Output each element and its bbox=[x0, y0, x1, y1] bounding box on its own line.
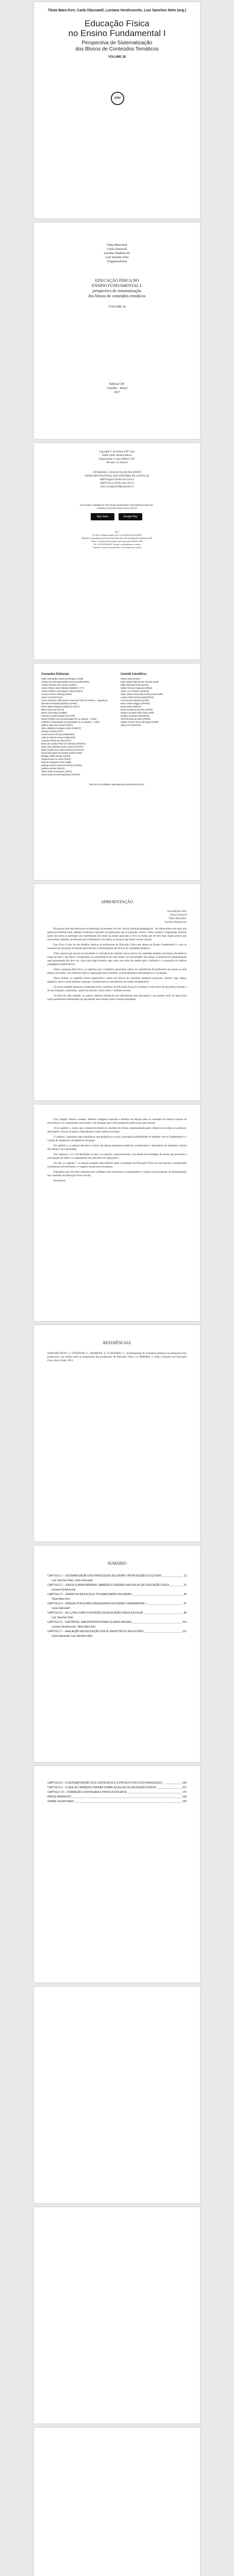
copyright-line: Diagramação e Capa: Editora CRV bbox=[98, 458, 136, 461]
scientific-committee-title: Comitê Científico: bbox=[121, 673, 147, 676]
toc-page-number: 85 bbox=[183, 1612, 187, 1615]
address-line: Proibida a reprodução parcial ou total desta obra sem autorização da Editora CRV bbox=[81, 537, 153, 539]
toc-entry[interactable] bbox=[47, 1588, 187, 1592]
council-member: Fábio Machado Pinto (UFSC) bbox=[121, 684, 149, 686]
title-page bbox=[34, 223, 200, 439]
toc-page-number: 139 bbox=[182, 1782, 187, 1785]
app-store-label: App Store bbox=[96, 515, 109, 518]
toc-entry[interactable] bbox=[47, 1593, 187, 1597]
paragraph: Esperamos que esta obra contribua para o diálogo entre professores e pesquisadores e inspire novas propostas de sistematização dos conteúdos da Educação Física escolar. bbox=[47, 1171, 187, 1177]
toc-entry-label: Luciana Vendruscolo, Tânia Mara Kerr bbox=[52, 1625, 96, 1629]
toc-page-number: 121 bbox=[182, 1630, 187, 1633]
cip-subtitle: SINDICATO NACIONAL DOS EDITORES DE LIVROS, RJ bbox=[85, 475, 149, 478]
address-line: Todos os direitos desta edição reservados pela: Editora CRV bbox=[91, 540, 143, 543]
toc-page-number: 13 bbox=[183, 1574, 187, 1578]
author-name: Tânia Mara Kerr bbox=[106, 244, 128, 247]
publisher-logo-text: CRV bbox=[114, 97, 121, 100]
council-member: Tania Suely Azevedo Brasileiro (UFOPA) bbox=[41, 773, 80, 776]
toc-entry-label: CAPÍTULO 9 – O QUE AS CRIANÇAS PENSAM SOBRE AS AULAS DE EDUCAÇÃO FÍSICA? bbox=[47, 1786, 156, 1789]
presentation-continued-page bbox=[34, 1105, 200, 1321]
council-member: Jorge Luiz Cardoso (UFRGS) bbox=[121, 690, 149, 692]
toc-page-number: 49 bbox=[183, 1593, 187, 1596]
council-member: Andréia da Silva Quintanilha Sousa (UNIR/UFRN) bbox=[41, 681, 89, 683]
cover-subtitle-line2: dos Blocos de Conteúdos Temáticos bbox=[75, 46, 159, 52]
references-page bbox=[34, 1325, 200, 1541]
toc-entry-label: Carla Glasswell, Luiz Sanches Neto bbox=[52, 1635, 93, 1638]
paragraph: O capítulo 3 apresenta uma experiência com ginástica na escola, mostrando possibilidades de trabalho com os fundamentos e a criação de sequências coreográficas em grupo. bbox=[47, 1136, 187, 1142]
toc-entry[interactable] bbox=[47, 1602, 187, 1606]
app-store-button[interactable] bbox=[91, 513, 114, 520]
publisher-logo bbox=[111, 92, 124, 105]
author-name: Carla Glasswell bbox=[170, 914, 187, 917]
council-member: Kátia Cristina Zaccarias Pereira (UNICAMP) bbox=[121, 693, 163, 696]
toc-page-number: 193 bbox=[182, 1795, 187, 1799]
toc-entry-label: CAPÍTULO 3 – GINÁSTICA NA ESCOLA: POSSIBILIDADES DE ENSINO bbox=[47, 1593, 132, 1596]
paragraph: Ao final de cada capítulo, os autores indicam referências que subsidiaram suas discussões e que podem servir de apoio para outros professores interessados em aprofundar seus estudos sobre os temas abordados. bbox=[47, 995, 187, 1001]
title-line: ENSINO FUNDAMENTAL I: bbox=[91, 283, 143, 288]
toc-entry[interactable] bbox=[47, 1786, 187, 1790]
council-member: Mauro Betti (UNESP) bbox=[121, 705, 141, 708]
paragraph: Os textos também destacam a importância de o professor de Educação Física se reconhecer como autor de sua prática docente e de sua formação continuada, a partir da reflexão crítica sobre o cotidiano escolar. bbox=[47, 986, 187, 992]
presentation-heading: APRESENTAÇÃO bbox=[101, 900, 133, 904]
toc-page-number: 103 bbox=[182, 1621, 187, 1624]
cip-title: CIP-BRASIL. CATALOGAÇÃO-NA-FONTE bbox=[93, 471, 141, 474]
toc-entry[interactable] bbox=[47, 1612, 187, 1615]
publication-year: 2017 bbox=[114, 391, 120, 394]
cover-subtitle bbox=[37, 40, 197, 53]
editorial-council bbox=[41, 673, 113, 776]
council-member: Sílvio Ricardo da Silva (UFMG) bbox=[121, 718, 151, 720]
table-of-contents-continued bbox=[47, 1782, 187, 1805]
title-page-title bbox=[34, 278, 200, 299]
toc-page-number: 157 bbox=[182, 1786, 187, 1789]
notice-line: CONHEÇA E BAIXE NOSSO APLICATIVO! bbox=[96, 507, 138, 510]
toc-page-number: 31 bbox=[183, 1584, 187, 1587]
toc-entry-label: CAPÍTULO 2 – JOGOS E BRINCADEIRAS: SABERES E FAZERES NAS AULAS DE EDUCAÇÃO FÍSICA bbox=[47, 1584, 169, 1587]
reference-entry: SANCHES NETO, L.; VENÂNCIO, L.; OKIMURA, T.; CLASSWELL, C. Sistematização de conteúdos temáticos na perspectiva dos professores: um estudo sobre as proposições dos professores de Educação Física. In: PEREIRA, F. (Org.). Pesquisa em Educação Física. Ijuí: Unijuí, 2013. bbox=[47, 1352, 187, 1362]
paragraph: Nos capítulos 5 e 6, são abordadas as lutas e os esportes, respectivamente, com ênfase em estratégias de ensino que priorizam a participação de todos e a compreensão dos princípios de cada prática. bbox=[47, 1154, 187, 1160]
council-page bbox=[34, 664, 200, 880]
toc-entry[interactable] bbox=[47, 1607, 187, 1611]
toc-entry-label: CAPÍTULO 10 – FORMAÇÃO CONTINUADA E PRÁTICA DOCENTE bbox=[47, 1791, 127, 1794]
toc-entry-label: Tânia Mara Kerr bbox=[52, 1598, 71, 1601]
presentation-continued-body bbox=[47, 1118, 187, 1184]
council-member: Maria Lília Imbiriba Sousa Colares (UFOPA) bbox=[41, 745, 84, 748]
copyright-line: Revisão: Os Autores bbox=[106, 462, 128, 464]
council-member: Gloria Fariñas León (Universidade de La Havana – Cuba) bbox=[41, 718, 97, 720]
toc-entry-label: CAPÍTULO 4 – DANÇAS POPULARES BRASILEIRAS NO ENSINO FUNDAMENTAL I bbox=[47, 1602, 147, 1605]
cover-page bbox=[34, 2, 200, 218]
table-of-contents bbox=[47, 1574, 187, 1639]
toc-entry[interactable] bbox=[47, 1782, 187, 1785]
google-play-label: Google Play bbox=[123, 515, 138, 518]
cover-authors: Tânia Mara Kerr, Carla Glasswell, Luciana Vendruscolo, Luiz Sanches Neto (org.) bbox=[47, 9, 187, 12]
isbn-print: ISBN Físico 978-85-444-1915-9 bbox=[100, 482, 134, 485]
council-member: Sérgio Nunes de Jesus (IFRO) bbox=[41, 758, 71, 760]
editorial-council-list bbox=[41, 677, 113, 776]
council-member: Elione Maria Nogueira Diogenes (UFAL) bbox=[41, 705, 80, 708]
council-member: Lídia de Oliveira Xavier (UNIEURO) bbox=[41, 736, 76, 739]
council-footer: Este livro foi avaliado e aprovado por pareceristas ad hoc. bbox=[89, 783, 145, 786]
council-member: Carmen Tereza Velanga (UNIR) bbox=[41, 693, 72, 696]
council-member: Dulce Maria Filgueira de Almeida (UnB) bbox=[121, 681, 159, 683]
paragraph: Sobre a proposta deste livro, os capítulos que o compõem apresentam relatos de experiências de professores que atuam na rede pública de ensino, com reflexões sobre a organização dos conteúdos, os procedimentos metodológicos e a avaliação. bbox=[47, 969, 187, 975]
council-member: Lourdes Helena da Silva (UFV) bbox=[41, 739, 71, 742]
toc-entry[interactable] bbox=[47, 1616, 187, 1620]
author-role: (Organizadores) bbox=[107, 260, 127, 263]
blank-page bbox=[34, 2207, 200, 2424]
council-member: Maurício Moreira da Silva (UFPE) bbox=[121, 708, 153, 711]
council-member: João Adalberto Campato Junior (UNESP) bbox=[41, 727, 81, 730]
council-member: Rodrigo Cavasini (UNISINOS) bbox=[121, 715, 150, 717]
council-member: Maria de Lourdes Pinto de Almeida (UNOESC) bbox=[41, 742, 87, 745]
council-member: Rogério de Melo Grillo (UNICAMP) bbox=[121, 711, 154, 714]
toc-page-number: 67 bbox=[183, 1602, 187, 1605]
digital-notice bbox=[44, 504, 190, 510]
title-page-authors bbox=[34, 243, 200, 264]
council-member: Josania Portela (UFPI) bbox=[41, 730, 63, 733]
council-member: Elizeu Clementino (UNEB) bbox=[41, 711, 67, 714]
toc-leader bbox=[157, 1788, 181, 1789]
legal-address bbox=[44, 531, 190, 549]
council-member: Carlos Federico Dominguez Avila (Unieuro) bbox=[41, 690, 83, 692]
council-member: Jailson Alves dos Santos (UFRJ) bbox=[41, 724, 73, 726]
presentation-body bbox=[47, 927, 187, 1003]
publisher-name: Editora CRV bbox=[109, 383, 125, 386]
toc-entry[interactable] bbox=[47, 1625, 187, 1629]
title-line: dos blocos de conteúdos temáticos bbox=[88, 294, 146, 298]
toc-entry[interactable] bbox=[47, 1584, 187, 1587]
council-member: Maria Cristina dos Santos Bezerra (UFSCar) bbox=[41, 749, 84, 751]
toc-leader bbox=[133, 1595, 182, 1596]
toc-entry[interactable] bbox=[47, 1795, 187, 1799]
rights-year: 2017 bbox=[114, 531, 120, 533]
author-name: Luiz Sanches Neto bbox=[105, 256, 129, 259]
toc-entry-label: CAPÍTULO 1 – SISTEMATIZAÇÃO DOS PROCESSOS DE ENSINO: PROPOSIÇÕES COLETIVAS bbox=[47, 1574, 161, 1578]
copyright-line: Copyright © da Editora CRV Ltda. bbox=[99, 451, 135, 453]
toc-page-number: 195 bbox=[182, 1800, 187, 1803]
council-member: Ulisses Ferraz Torres Menegaz (UFMS) bbox=[121, 721, 159, 723]
toc-entry-label: CAPÍTULO 7 – AVALIAÇÃO EM EDUCAÇÃO FÍSICA: REGISTROS E REFLEXÕES bbox=[47, 1630, 144, 1633]
toc-leader bbox=[75, 1802, 181, 1803]
toc-leader bbox=[147, 1604, 182, 1605]
toc-leader bbox=[145, 1632, 181, 1633]
council-member: Guillermo Arias Beatón (Universidade de La Havana – Cuba) bbox=[41, 721, 100, 723]
cover-title-line1: Educação Física bbox=[85, 19, 149, 28]
council-member: Cleber Dias (UFMG) bbox=[121, 677, 141, 680]
doi: DOI 10.24824/978854441915.9 bbox=[100, 486, 134, 488]
council-member: Antônio Pereira Gaio Júnior (UFRRJ) bbox=[41, 684, 77, 686]
council-member: Celso Conti (UFSCar) bbox=[41, 696, 62, 699]
author-name: Luiz Sanches Neto bbox=[168, 910, 187, 913]
toc-entry-label: Carla Glasswell bbox=[52, 1607, 70, 1610]
scientific-committee-list bbox=[121, 677, 193, 727]
cover-volume: VOLUME 28 bbox=[108, 56, 126, 59]
summary-continued-page bbox=[34, 1766, 200, 1982]
title-line: EDUCAÇÃO FÍSICA NO bbox=[95, 278, 139, 283]
council-member: Marco Paulo Stigger (UFRGS) bbox=[121, 702, 150, 705]
paragraph: Nesse sentido, os capítulos foram organizados a partir dos blocos de conteúdos temáticos propostos: esporte, jogo, dança, ginástica, lutas e outras práticas corporais, considerando as características do ensino fundamental I. bbox=[47, 977, 187, 984]
summary-heading: SUMÁRIO bbox=[107, 1561, 127, 1566]
toc-entry-label: Luiz Sanches Neto bbox=[52, 1616, 73, 1619]
toc-entry[interactable] bbox=[47, 1598, 187, 1601]
toc-entry-label: Luiz Sanches Neto, Carla Glasswell bbox=[52, 1579, 93, 1582]
title-page-volume: VOLUME 28 bbox=[108, 306, 126, 309]
paragraph: Há poucos dias sem descansar na elaboração do presente livro de "provas literárias-pedagógicas". Ao elaborarmos esta obra, que ganha seu formato final, também recebemos sugestões de professores que se juntaram conosco. Nesse sentido, é importante sinalizar quem são todos os partícipes que contribuíram em maior ou menor grau para o livro na forma que ele tem hoje, sejam autores que escreveram capítulos, professores que colaboraram com ideias, ou pessoas que leram versões iniciais. bbox=[47, 928, 187, 941]
toc-entry-label: ÍNDICE REMISSIVO bbox=[47, 1795, 72, 1799]
author-name: Luciana Vendruscolo bbox=[104, 252, 130, 255]
council-member: Paulo Romualdo Hernandes (UNIFAL-MG) bbox=[41, 752, 82, 754]
council-member: Aldira Guimarães Duarte Domínguez (UNB) bbox=[41, 677, 83, 680]
council-member: Élsio José Corá (UFFS) bbox=[41, 708, 64, 711]
council-member: Eduardo Fernandes Barbosa (UFMG) bbox=[41, 702, 78, 705]
council-member: Francisco Carlos Duarte (PUC-PR) bbox=[41, 715, 75, 717]
paragraph: Já no capítulo 2, vemos que o desenvolvimento de conceitos de forma contextualizada pode orientar as escolhas do professor, articulando o ensino de jogos e brincadeiras a outros saberes escolares. bbox=[47, 1127, 187, 1133]
toc-entry-label: CAPÍTULO 6 – ESPORTES: UMA PROPOSTA PARA OS ANOS INICIAIS bbox=[47, 1621, 132, 1624]
blank-page bbox=[34, 1987, 200, 2203]
paragraph: Este livro é fruto de um trabalho coletivo de professores de Educação Física que atuam no Ensino Fundamental I e que se reuniram em um grupo de estudos para discutir a sistematização dos blocos de conteúdos temáticos. bbox=[47, 944, 187, 950]
council-member: Laércio Elias Pereira (UNIVERSO) bbox=[121, 696, 154, 699]
toc-entry-label: CAPÍTULO 5 – AS LUTAS COMO CONTEÚDO DA EDUCAÇÃO FÍSICA ESCOLAR bbox=[47, 1612, 143, 1615]
toc-entry[interactable] bbox=[47, 1621, 187, 1624]
council-member: Zilda Lins (UNIVASF) bbox=[121, 724, 141, 726]
summary-page bbox=[34, 1546, 200, 1762]
council-member: Leonel Severo Rocha (UNISINOS) bbox=[41, 733, 75, 736]
council-member: Sydione Santos (UEPG) bbox=[41, 767, 65, 770]
toc-entry[interactable] bbox=[47, 1800, 187, 1804]
cover-subtitle-line1: Perspectiva de Sistematização bbox=[81, 40, 153, 46]
council-member: Simone Rodrigues Pinto (UNB) bbox=[41, 761, 71, 764]
toc-entry[interactable] bbox=[47, 1574, 187, 1578]
scientific-committee bbox=[121, 673, 193, 727]
toc-entry-label: Luciana Vendruscolo bbox=[52, 1588, 76, 1591]
title-line: perspectiva de sistematização bbox=[92, 289, 142, 293]
toc-entry[interactable] bbox=[47, 1791, 187, 1794]
google-play-button[interactable] bbox=[119, 513, 142, 520]
address-line: Foi feito o depósito legal conf. Lei 10.994 de 14/12/2004 bbox=[92, 534, 142, 536]
paragraph: No capítulo 4, as autoras discutem o ensino das danças populares brasileiras, evidenciando a importância do repertório cultural dos alunos e da comunidade. bbox=[47, 1145, 187, 1151]
toc-entry-label: CAPÍTULO 8 – A SISTEMATIZAÇÃO DOS CONTEÚDOS E O PROJETO POLÍTICO-PEDAGÓGICO bbox=[47, 1782, 163, 1785]
notice-line: ESTA OBRA TAMBÉM SE ENCONTRA DISPONÍVEL EM FORMATO DIGITAL. bbox=[80, 504, 154, 506]
editorial-council-title: Conselho Editorial: bbox=[41, 673, 70, 676]
paragraph: Outro aspecto que merece ser ressaltado é a relevância do trabalho com os blocos de conteúdos temáticos de forma articulada ao longo de todo o ano letivo, considerando as características de cada turma e as necessidades dos alunos. A proposta de sistematização aqui apresentada não deve ser vista como algo fechado, mas como um ponto de partida para a reflexão e a construção de práticas pedagógicas significativas. bbox=[47, 953, 187, 966]
blank-page bbox=[34, 2428, 200, 2576]
council-member: Tadeu Oliver Gonçalves (UFPA) bbox=[41, 770, 72, 773]
copyright-page bbox=[34, 443, 200, 659]
address-line: Tel.: (41) 3039-6418 - E-mail: sac@editoracrv.com.br bbox=[93, 543, 141, 546]
author-name: Carla Glasswell bbox=[107, 248, 127, 251]
title-page-imprint bbox=[34, 382, 200, 395]
toc-entry[interactable] bbox=[47, 1635, 187, 1638]
cover-title bbox=[37, 19, 197, 38]
cip-block bbox=[44, 471, 190, 489]
references-heading: REFERÊNCIAS bbox=[103, 1341, 131, 1345]
council-member: Cesar Gerónimo Tello (Univer. Nacional Três de Febrero – Argentina) bbox=[41, 699, 108, 702]
toc-entry-label: SOBRE OS AUTORES bbox=[47, 1800, 74, 1803]
author-name: Tânia Mara Kerr bbox=[169, 918, 187, 920]
paragraph: Luiz, Angelo, Jéssica, Leandro, Daniela e Regiane exploram a temática da relação entre os conteúdos da cultura corporal de movimento e os componentes curriculares, com destaque para a diversidade de práticas nos anos iniciais. bbox=[47, 1118, 187, 1125]
council-member: Helder Ferreira Isayama (UFMG) bbox=[121, 687, 153, 689]
toc-entry[interactable] bbox=[47, 1579, 187, 1583]
council-member: Solange Helena Ximenes-Rocha (UFOPA) bbox=[41, 764, 82, 767]
copyright-line: Editor-chefe: Railson Moura bbox=[102, 454, 132, 457]
council-member: Lúcia Gomes Silveira (UFMG) bbox=[121, 699, 149, 702]
cover-title-line2: no Ensino Fundamental I bbox=[68, 28, 166, 38]
address-line: Conheça os nossos lançamentos: www.editoracrv.com.br bbox=[92, 546, 142, 549]
copyright-credits bbox=[34, 450, 200, 465]
toc-page-number: 175 bbox=[182, 1791, 187, 1794]
council-member: Rodrigo Pratte-Santos (UFES) bbox=[41, 755, 71, 757]
author-name: Luciana Vendruscolo bbox=[164, 921, 187, 924]
paragraph: Por fim, no capítulo 7, os autores propõem uma reflexão sobre a avaliação em Educação Física nos anos iniciais, considerando instrumentos diversificados e o registro do percurso dos alunos. bbox=[47, 1162, 187, 1168]
council-member: Carlos Alberto Vilar Estêvão (UMINHO – PT) bbox=[41, 687, 84, 689]
publisher-city: Curitiba – Brasil bbox=[107, 387, 127, 390]
paragraph: Boa leitura! bbox=[54, 1180, 66, 1182]
presentation-page bbox=[34, 884, 200, 1100]
toc-entry[interactable] bbox=[47, 1630, 187, 1634]
presentation-authors bbox=[165, 910, 187, 924]
isbn-digital: ISBN Digital 978-85-444-1914-2 bbox=[99, 479, 135, 481]
